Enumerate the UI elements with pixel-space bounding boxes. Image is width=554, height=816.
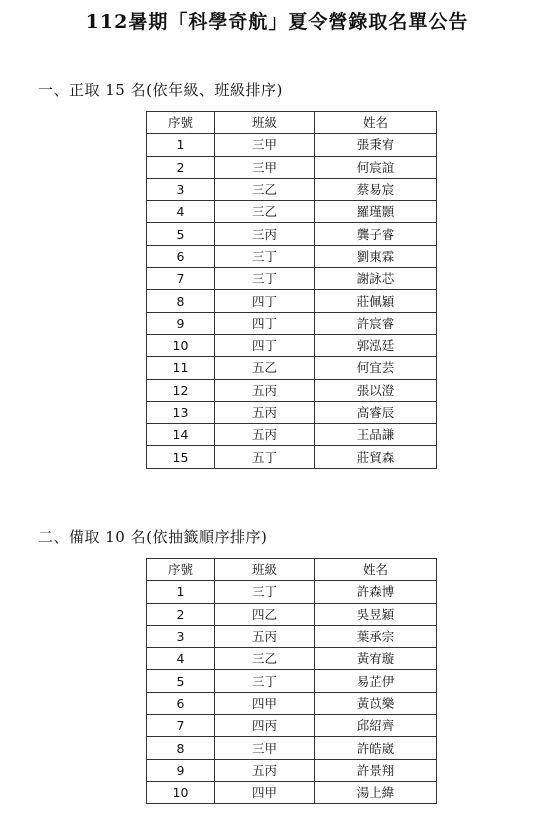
cell-name: 劉東霖	[315, 245, 437, 267]
cell-number: 7	[147, 715, 215, 737]
table-row	[147, 737, 437, 759]
column-header-class: 班級	[215, 559, 315, 581]
cell-class: 五丙	[215, 379, 315, 401]
cell-name: 許森博	[315, 581, 437, 603]
table-row	[147, 334, 437, 356]
cell-name: 高睿辰	[315, 401, 437, 423]
table-row	[147, 268, 437, 290]
cell-class: 五乙	[215, 357, 315, 379]
cell-class: 三丙	[215, 223, 315, 245]
cell-class: 三甲	[215, 737, 315, 759]
cell-name: 許皓崴	[315, 737, 437, 759]
cell-number: 3	[147, 625, 215, 647]
cell-class: 三丁	[215, 670, 315, 692]
cell-number: 7	[147, 268, 215, 290]
table-row	[147, 245, 437, 267]
cell-name: 易芷伊	[315, 670, 437, 692]
cell-number: 9	[147, 312, 215, 334]
column-header-name: 姓名	[315, 559, 437, 581]
cell-class: 四丁	[215, 290, 315, 312]
cell-name: 張以澄	[315, 379, 437, 401]
cell-number: 5	[147, 223, 215, 245]
table-row	[147, 401, 437, 423]
cell-name: 龔子睿	[315, 223, 437, 245]
cell-class: 三甲	[215, 156, 315, 178]
cell-number: 9	[147, 759, 215, 781]
table-row	[147, 781, 437, 803]
column-header-name: 姓名	[315, 112, 437, 134]
table-row	[147, 625, 437, 647]
cell-class: 三甲	[215, 134, 315, 156]
section-heading-admitted: 一、正取 15 名(依年級、班級排序)	[38, 81, 283, 99]
cell-number: 10	[147, 781, 215, 803]
cell-number: 8	[147, 290, 215, 312]
cell-name: 郭泓廷	[315, 334, 437, 356]
cell-class: 五丙	[215, 759, 315, 781]
cell-name: 許宸睿	[315, 312, 437, 334]
column-header-number: 序號	[147, 112, 215, 134]
cell-number: 3	[147, 178, 215, 200]
cell-name: 蔡易宸	[315, 178, 437, 200]
cell-class: 四丁	[215, 334, 315, 356]
cell-class: 三丁	[215, 245, 315, 267]
column-header-class: 班級	[215, 112, 315, 134]
cell-name: 何宜芸	[315, 357, 437, 379]
table-header-row	[147, 559, 437, 581]
cell-name: 王品謙	[315, 424, 437, 446]
cell-number: 2	[147, 603, 215, 625]
table-row	[147, 357, 437, 379]
column-header-number: 序號	[147, 559, 215, 581]
cell-name: 葉承宗	[315, 625, 437, 647]
table-row	[147, 379, 437, 401]
table-row	[147, 156, 437, 178]
table-row	[147, 134, 437, 156]
cell-name: 邱紹齊	[315, 715, 437, 737]
cell-name: 何宸誼	[315, 156, 437, 178]
cell-number: 11	[147, 357, 215, 379]
cell-class: 五丙	[215, 424, 315, 446]
cell-class: 三乙	[215, 201, 315, 223]
cell-class: 三丁	[215, 268, 315, 290]
table-row	[147, 290, 437, 312]
cell-number: 12	[147, 379, 215, 401]
cell-number: 2	[147, 156, 215, 178]
page-title: 112暑期「科學奇航」夏令營錄取名單公告	[85, 11, 469, 33]
cell-name: 吳昱穎	[315, 603, 437, 625]
cell-number: 6	[147, 245, 215, 267]
table-header-row	[147, 112, 437, 134]
cell-name: 黃苡樂	[315, 692, 437, 714]
cell-number: 5	[147, 670, 215, 692]
cell-class: 四丙	[215, 715, 315, 737]
cell-name: 張秉宥	[315, 134, 437, 156]
cell-name: 莊佩穎	[315, 290, 437, 312]
table-row	[147, 715, 437, 737]
cell-name: 謝詠芯	[315, 268, 437, 290]
table-row	[147, 670, 437, 692]
table-row	[147, 201, 437, 223]
cell-number: 4	[147, 201, 215, 223]
cell-number: 6	[147, 692, 215, 714]
cell-number: 10	[147, 334, 215, 356]
cell-class: 四甲	[215, 781, 315, 803]
cell-class: 五丙	[215, 401, 315, 423]
cell-class: 四甲	[215, 692, 315, 714]
cell-number: 8	[147, 737, 215, 759]
cell-number: 1	[147, 134, 215, 156]
table-row	[147, 312, 437, 334]
cell-class: 五丁	[215, 446, 315, 468]
table-row	[147, 446, 437, 468]
cell-class: 三丁	[215, 581, 315, 603]
cell-number: 14	[147, 424, 215, 446]
table-row	[147, 581, 437, 603]
cell-number: 1	[147, 581, 215, 603]
cell-number: 15	[147, 446, 215, 468]
table-row	[147, 648, 437, 670]
cell-name: 許景翔	[315, 759, 437, 781]
cell-class: 三乙	[215, 648, 315, 670]
cell-class: 四丁	[215, 312, 315, 334]
cell-class: 五丙	[215, 625, 315, 647]
cell-name: 湯上緯	[315, 781, 437, 803]
table-row	[147, 692, 437, 714]
cell-name: 羅瑾顥	[315, 201, 437, 223]
admitted-table	[146, 111, 437, 469]
waitlist-table	[146, 558, 437, 804]
cell-class: 四乙	[215, 603, 315, 625]
table-row	[147, 759, 437, 781]
cell-number: 4	[147, 648, 215, 670]
table-row	[147, 223, 437, 245]
table-row	[147, 603, 437, 625]
table-row	[147, 424, 437, 446]
section-heading-waitlist: 二、備取 10 名(依抽籤順序排序)	[38, 528, 268, 546]
cell-class: 三乙	[215, 178, 315, 200]
cell-number: 13	[147, 401, 215, 423]
table-row	[147, 178, 437, 200]
cell-name: 黃宥璇	[315, 648, 437, 670]
cell-name: 莊貿森	[315, 446, 437, 468]
